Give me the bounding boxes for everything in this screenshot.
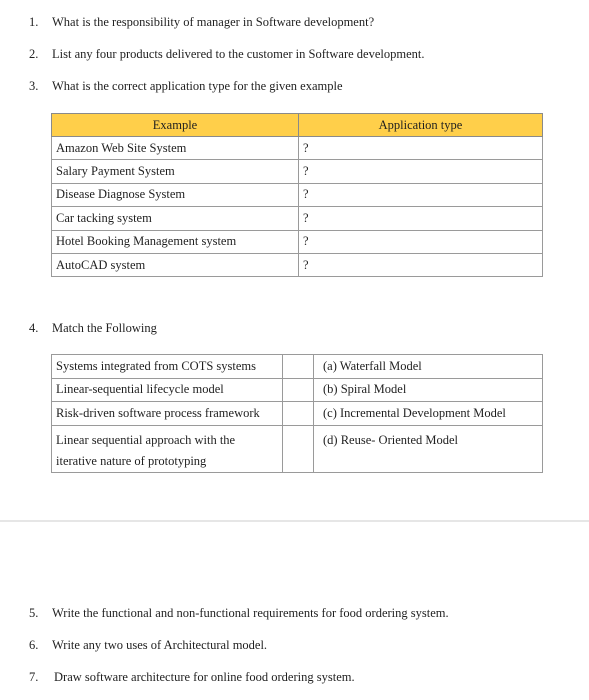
- example-cell: Disease Diagnose System: [52, 183, 299, 206]
- table-row: [52, 378, 543, 402]
- table-header-row: [52, 114, 543, 137]
- table-row: [52, 253, 543, 276]
- question-text: Write any two uses of Architectural model.: [52, 638, 268, 652]
- table-row: [52, 425, 543, 472]
- page-divider: [0, 520, 589, 522]
- match-left-cell: Risk-driven software process framework: [52, 402, 283, 426]
- match-right-cell: (d) Reuse- Oriented Model: [314, 425, 543, 472]
- question-text: Write the functional and non-functional requirements for food ordering system.: [52, 606, 449, 620]
- table-row: [52, 137, 543, 160]
- match-left-cell: Linear-sequential lifecycle model: [52, 378, 283, 402]
- type-cell: ?: [299, 230, 543, 253]
- question-number: 6.: [29, 638, 39, 652]
- match-blank-cell: [283, 378, 314, 402]
- question-text: What is the responsibility of manager in Software development?: [52, 15, 375, 29]
- match-table: [51, 354, 543, 473]
- match-left-cell: [52, 425, 283, 472]
- match-left-line: Linear sequential approach with the: [56, 432, 236, 447]
- type-cell: ?: [299, 207, 543, 230]
- match-blank-cell: [283, 355, 314, 379]
- application-type-table: [51, 113, 543, 277]
- question-number: 5.: [29, 606, 39, 620]
- question-text: Match the Following: [52, 321, 157, 335]
- example-cell: Car tacking system: [52, 207, 299, 230]
- match-blank-cell: [283, 425, 314, 472]
- match-left-cell: Systems integrated from COTS systems: [52, 355, 283, 379]
- match-right-cell: (c) Incremental Development Model: [314, 402, 543, 426]
- type-cell: ?: [299, 183, 543, 206]
- question-text: Draw software architecture for online food ordering system.: [54, 670, 355, 684]
- table-row: [52, 355, 543, 379]
- match-left-line: iterative nature of prototyping: [56, 453, 207, 468]
- match-right-cell: (a) Waterfall Model: [314, 355, 543, 379]
- type-cell: ?: [299, 137, 543, 160]
- question-number: 2.: [29, 47, 39, 61]
- column-header-example: Example: [52, 114, 299, 137]
- match-blank-cell: [283, 402, 314, 426]
- question-number: 4.: [29, 321, 39, 335]
- question-text: List any four products delivered to the customer in Software development.: [52, 47, 425, 61]
- match-right-cell: (b) Spiral Model: [314, 378, 543, 402]
- question-number: 3.: [29, 79, 39, 93]
- table-row: [52, 230, 543, 253]
- type-cell: ?: [299, 253, 543, 276]
- column-header-application-type: Application type: [299, 114, 543, 137]
- example-cell: Salary Payment System: [52, 160, 299, 183]
- question-number: 1.: [29, 15, 39, 29]
- question-number: 7.: [29, 670, 39, 684]
- question-text: What is the correct application type for the given example: [52, 79, 343, 93]
- table-row: [52, 402, 543, 426]
- type-cell: ?: [299, 160, 543, 183]
- table-row: [52, 160, 543, 183]
- example-cell: Hotel Booking Management system: [52, 230, 299, 253]
- example-cell: AutoCAD system: [52, 253, 299, 276]
- table-row: [52, 207, 543, 230]
- table-row: [52, 183, 543, 206]
- example-cell: Amazon Web Site System: [52, 137, 299, 160]
